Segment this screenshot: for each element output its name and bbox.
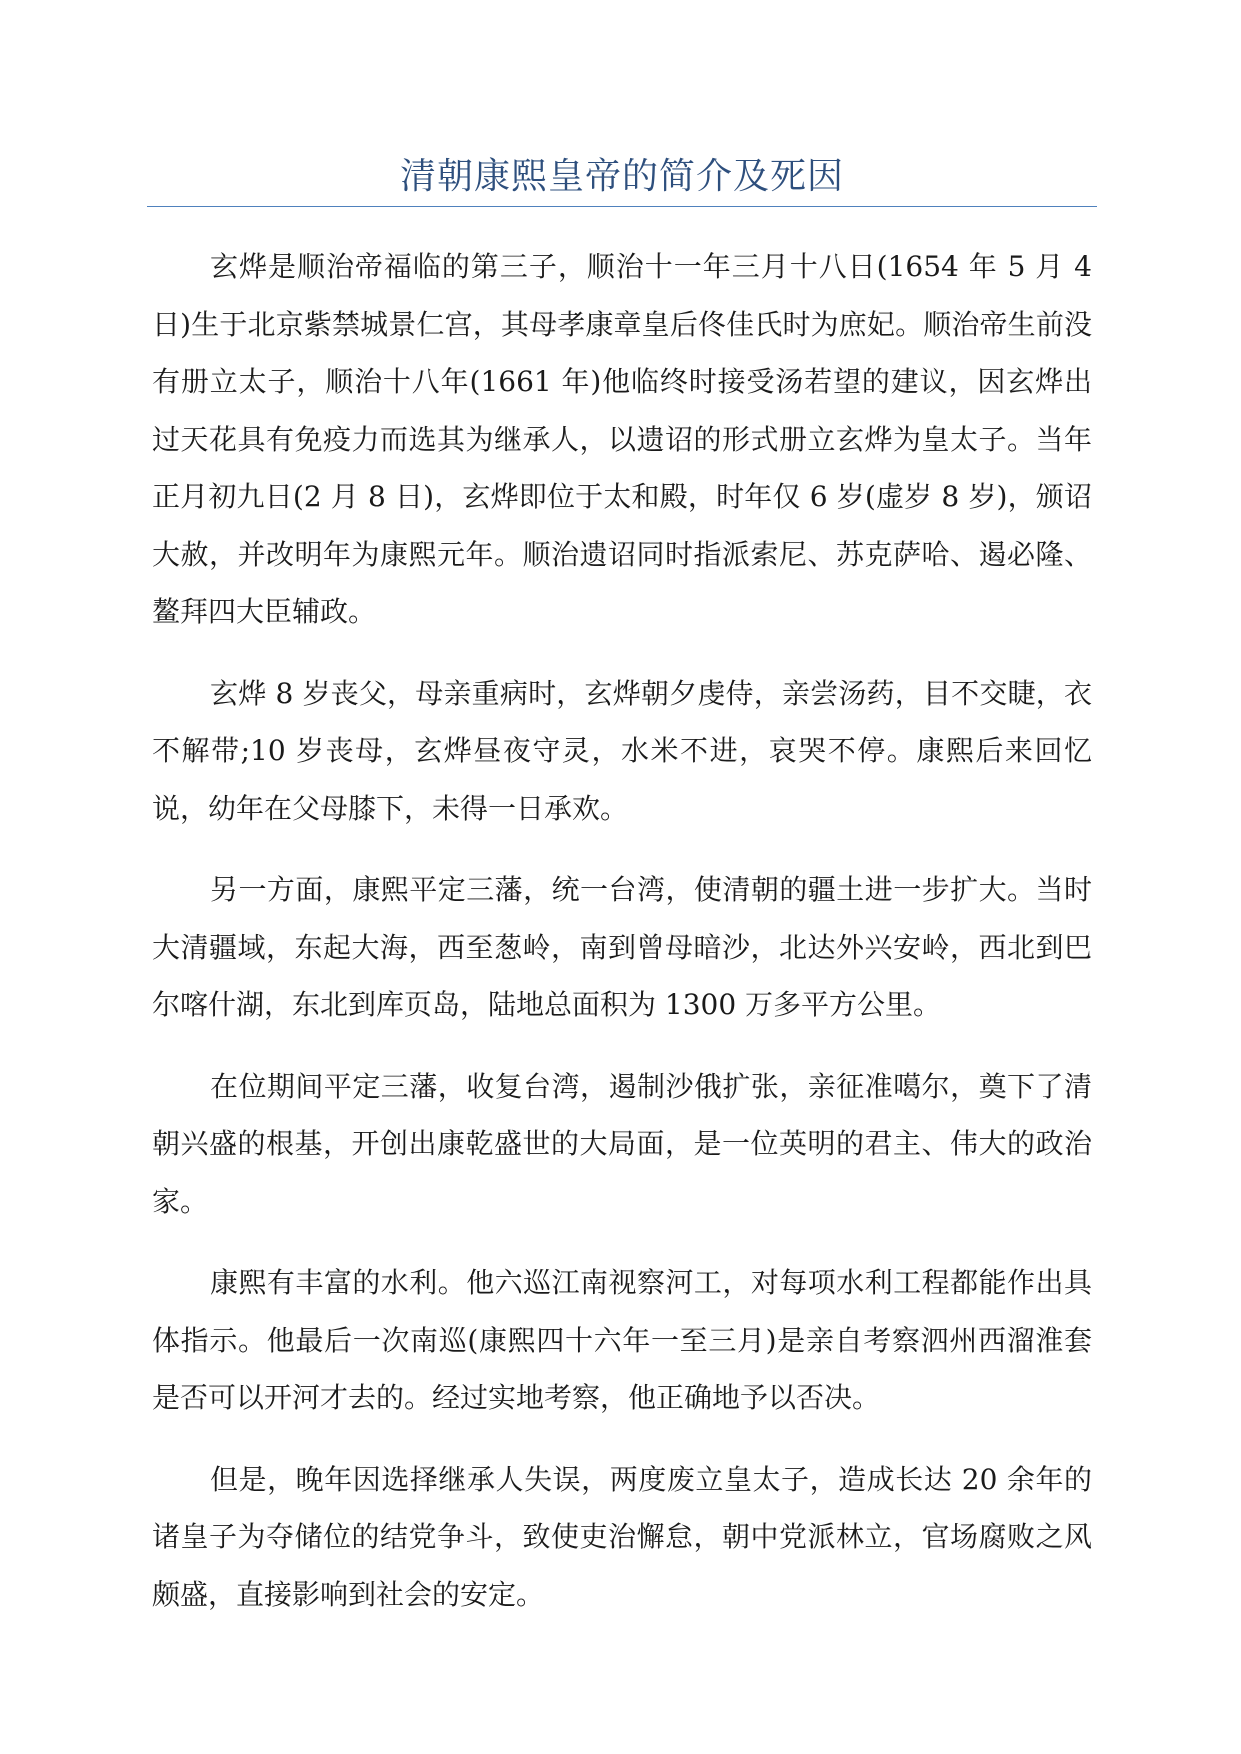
paragraph-5: 康熙有丰富的水利。他六巡江南视察河工，对每项水利工程都能作出具体指示。他最后一次南巡(康熙四十六年一至三月)是亲自考察泗州西溜淮套是否可以开河才去的。经过实地考察，他正确地予以否决。 xyxy=(152,1266,1092,1414)
document-title: 清朝康熙皇帝的简介及死因 xyxy=(399,156,844,197)
title-underline xyxy=(147,206,1097,207)
paragraph-6: 但是，晚年因选择继承人失误，两度废立皇太子，造成长达 20 余年的诸皇子为夺储位的结党争斗，致使吏治懈怠，朝中党派林立，官场腐败之风颇盛，直接影响到社会的安定。 xyxy=(152,1462,1092,1611)
paragraph-4: 在位期间平定三藩，收复台湾，遏制沙俄扩张，亲征准噶尔，奠下了清朝兴盛的根基，开创出康乾盛世的大局面，是一位英明的君主、伟大的政治家。 xyxy=(152,1069,1092,1218)
paragraph-3: 另一方面，康熙平定三藩，统一台湾，使清朝的疆土进一步扩大。当时大清疆域，东起大海，西至葱岭，南到曾母暗沙，北达外兴安岭，西北到巴尔喀什湖，东北到库页岛，陆地总面积为 1300 万多平方公里。 xyxy=(152,873,1092,1021)
document-body xyxy=(152,238,1092,1647)
paragraph-2: 玄烨 8 岁丧父，母亲重病时，玄烨朝夕虔侍，亲尝汤药，目不交睫，衣不解带;10 岁丧母，玄烨昼夜守灵，水米不进，哀哭不停。康熙后来回忆说，幼年在父母膝下，未得一日承欢。 xyxy=(152,676,1092,825)
paragraph-1: 玄烨是顺治帝福临的第三子，顺治十一年三月十八日(1654 年 5 月 4 日)生于北京紫禁城景仁宫，其母孝康章皇后佟佳氏时为庶妃。顺治帝生前没有册立太子，顺治十八年(1661 年)他临终时接受汤若望的建议，因玄烨出过天花具有免疫力而选其为继承人，以遗诏的形式册立玄烨为皇太子。当年正月初九日(2 月 8 日)，玄烨即位于太和殿，时年仅 6 岁(虚岁 8 岁)，颁诏大赦，并改明年为康熙元年。顺治遗诏同时指派索尼、苏克萨哈、遏必隆、鳌拜四大臣辅政。 xyxy=(152,250,1092,628)
